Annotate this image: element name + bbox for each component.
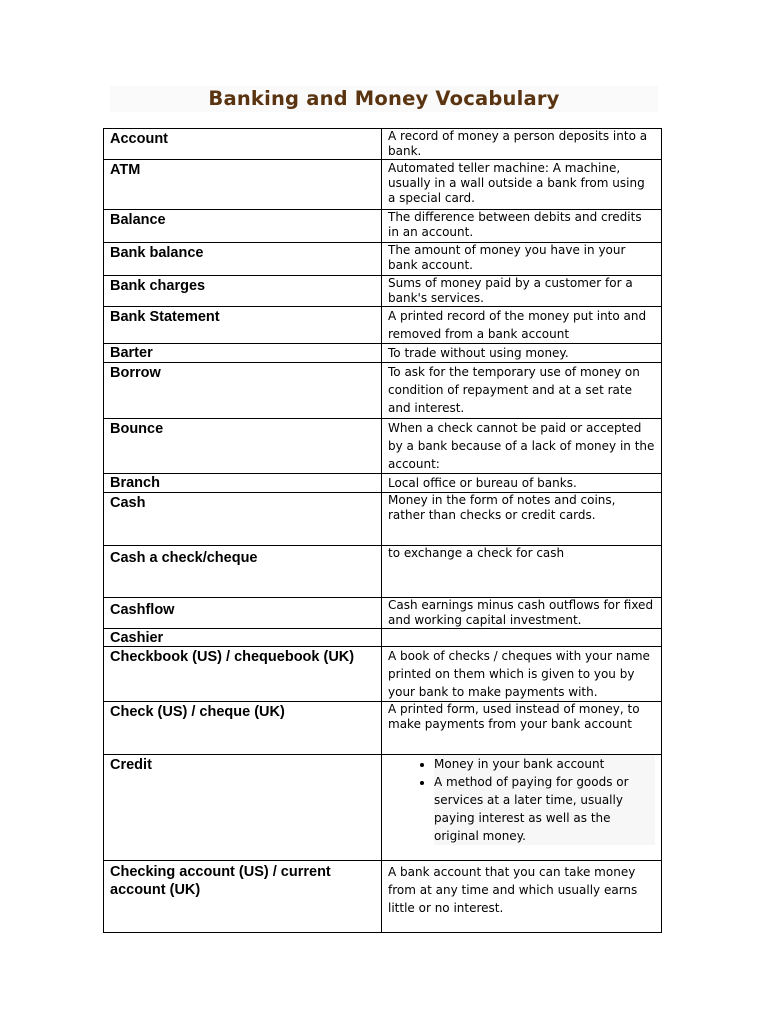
term-cell: Balance (104, 210, 382, 243)
definition-cell (382, 243, 662, 276)
definition-text: Sums of money paid by a customer for a bank's services. (388, 276, 633, 305)
term-cell: Cash a check/cheque (104, 546, 382, 598)
definition-text: to exchange a check for cash (388, 546, 565, 560)
table-row (104, 546, 662, 598)
definition-cell (382, 861, 662, 933)
definition-cell (382, 755, 662, 861)
term-cell: Cash (104, 493, 382, 546)
definition-cell (382, 474, 662, 493)
term-cell: Checkbook (US) / chequebook (UK) (104, 647, 382, 702)
definition-text: A printed record of the money put into and removed from a bank account (388, 309, 647, 341)
term-cell: Cashflow (104, 598, 382, 629)
definition-text: To ask for the temporary use of money on condition of repayment and at a set rate and interest. (388, 365, 640, 415)
term-cell: Bank balance (104, 243, 382, 276)
definition-cell (382, 210, 662, 243)
table-row (104, 210, 662, 243)
table-row (104, 702, 662, 755)
definition-cell (382, 546, 662, 598)
list-item: • Money in your bank account (434, 755, 655, 773)
definition-text: Automated teller machine: A machine, usually in a wall outside a bank from using a special card. (388, 161, 645, 205)
definition-cell (382, 493, 662, 546)
definition-text: A bank account that you can take money from at any time and which usually earns little or no interest. (388, 865, 638, 915)
table-row (104, 276, 662, 307)
term-cell: Checking account (US) / current account (UK) (104, 861, 382, 933)
definition-cell (382, 647, 662, 702)
table-row (104, 755, 662, 861)
term-cell: Bank charges (104, 276, 382, 307)
table-row (104, 598, 662, 629)
table-row (104, 160, 662, 210)
table-row (104, 344, 662, 363)
definition-cell (382, 276, 662, 307)
definition-list (388, 755, 655, 845)
table-row (104, 647, 662, 702)
table-row (104, 861, 662, 933)
definition-text: Money in the form of notes and coins, rather than checks or credit cards. (388, 493, 616, 522)
definition-cell (382, 160, 662, 210)
table-row (104, 307, 662, 344)
term-cell: Check (US) / cheque (UK) (104, 702, 382, 755)
term-cell: Borrow (104, 363, 382, 419)
term-cell: ATM (104, 160, 382, 210)
term-cell: Account (104, 129, 382, 160)
table-row (104, 474, 662, 493)
title-bar (110, 86, 658, 112)
definition-cell (382, 702, 662, 755)
table-row (104, 419, 662, 474)
definition-text: To trade without using money. (388, 346, 569, 360)
definition-cell (382, 598, 662, 629)
definition-text: When a check cannot be paid or accepted by a bank because of a lack of money in the account: (388, 421, 655, 471)
definition-text: Local office or bureau of banks. (388, 476, 577, 490)
definition-cell (382, 307, 662, 344)
term-cell: Cashier (104, 629, 382, 647)
vocabulary-table (103, 128, 662, 933)
table-row (104, 129, 662, 160)
definition-cell (382, 419, 662, 474)
definition-text: A book of checks / cheques with your name printed on them which is given to you by your bank to make payments with. (388, 649, 650, 699)
term-cell: Bank Statement (104, 307, 382, 344)
definition-cell (382, 629, 662, 647)
term-cell: Barter (104, 344, 382, 363)
definition-text: A record of money a person deposits into a bank. (388, 129, 648, 158)
table-row (104, 243, 662, 276)
definition-text: The difference between debits and credits in an account. (388, 210, 642, 239)
term-cell: Branch (104, 474, 382, 493)
term-cell: Bounce (104, 419, 382, 474)
term-cell: Credit (104, 755, 382, 861)
document-title: Banking and Money Vocabulary (208, 87, 560, 110)
definition-cell (382, 344, 662, 363)
list-item: • A method of paying for goods or services at a later time, usually paying interest as well as the original money. (434, 773, 655, 845)
table-row (104, 363, 662, 419)
definition-text: A printed form, used instead of money, to make payments from your bank account (388, 702, 640, 731)
definition-cell (382, 129, 662, 160)
definition-cell (382, 363, 662, 419)
table-row (104, 493, 662, 546)
table-row (104, 629, 662, 647)
definition-text: Cash earnings minus cash outflows for fixed and working capital investment. (388, 598, 654, 627)
definition-text: The amount of money you have in your bank account. (388, 243, 626, 272)
